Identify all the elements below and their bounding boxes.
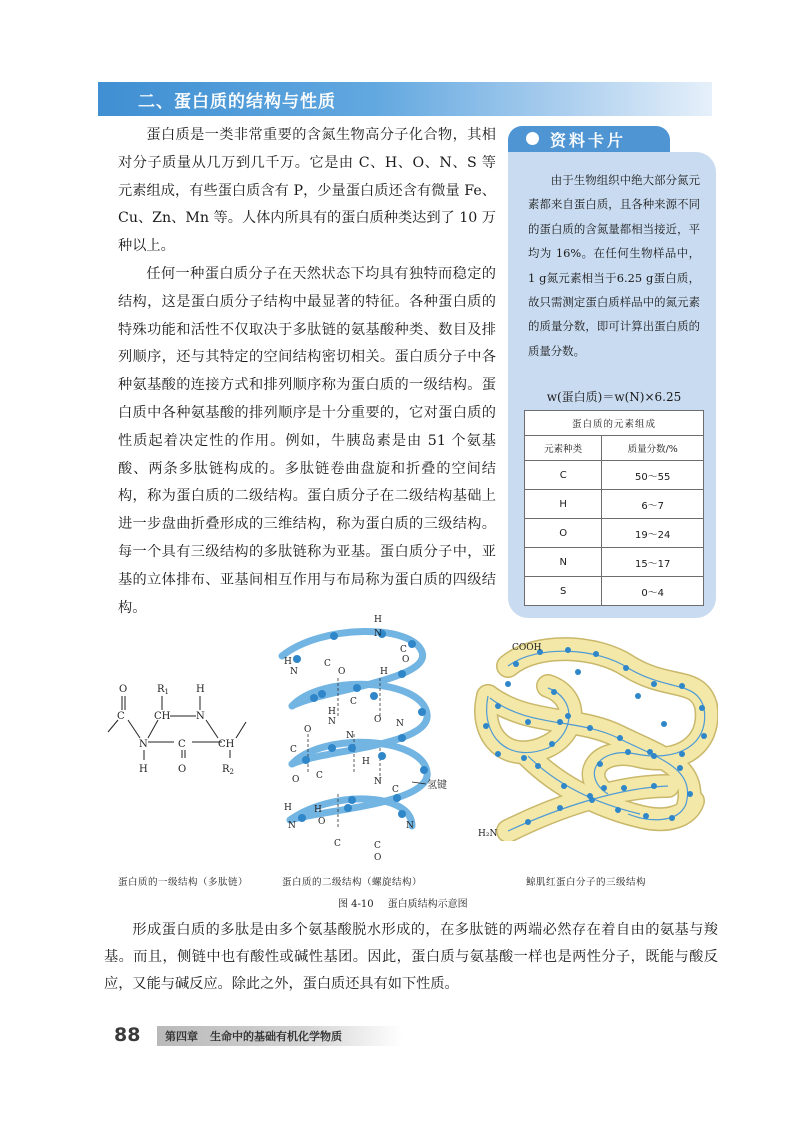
table-cell-value: 0～4 (602, 577, 704, 606)
info-card-text (528, 168, 700, 363)
table-cell-value: 50～55 (602, 461, 704, 490)
atom-label: C (334, 839, 341, 849)
atom-label: C (324, 659, 331, 669)
atom-label: N (139, 739, 148, 750)
atom-label: C (178, 739, 186, 750)
body-paragraph-2: 任何一种蛋白质分子在天然状态下均具有独特而稳定的结构，这是蛋白质分子结构中最显著的特征。各种蛋白质的特殊功能和活性不仅取决于多肽链的氨基酸种类、数目及排列顺序，还与其特定的空间结构密切相关。蛋白质分子中各种氨基酸的连接方式和排列顺序称为蛋白质的一级结构。蛋白质中各种氨基酸的排列顺序是十分重要的，它对蛋白质的性质起着决定性的作用。例如，牛胰岛素是由 51 个氨基酸、两条多肽链构成的。多肽链卷曲盘旋和折叠的空间结构，称为蛋白质的二级结构。蛋白质分子在二级结构基础上进一步盘曲折叠形成的三维结构，称为蛋白质的三级结构。每一个具有三级结构的多肽链称为亚基。蛋白质分子中，亚基的立体排布、亚基间相互作用与布局称为蛋白质的四级结构。 (118, 265, 496, 616)
atom-label: N (290, 667, 298, 677)
atom-label: CH (218, 739, 235, 750)
atom-label: H (139, 764, 148, 775)
table-cell-element: C (525, 461, 602, 490)
tertiary-structure-caption: 鲸肌红蛋白分子的三级结构 (526, 877, 647, 888)
primary-structure-diagram (102, 672, 252, 782)
atom-label: N (374, 777, 382, 787)
table-row (525, 490, 704, 519)
atom-label: O (304, 725, 312, 735)
element-composition-table (524, 410, 704, 606)
table-cell-element: S (525, 577, 602, 606)
atom-label: C (400, 645, 407, 655)
table-header-element: 元素种类 (525, 436, 602, 461)
body-paragraph-1: 蛋白质是一类非常重要的含氮生物高分子化合物，其相对分子质量从几万到几千万。它是由 C、H、O、N、S 等元素组成，有些蛋白质含有 P，少量蛋白质还含有微量 Fe、Cu、Zn、Mn 等。人体内所具有的蛋白质种类达到了 10 万种以上。 (118, 127, 496, 255)
bottom-paragraph: 形成蛋白质的多肽是由多个氨基酸脱水形成的，在多肽链的两端必然存在着自由的氨基与羧基。而且，侧链中也有酸性或碱性基团。因此，蛋白质与氨基酸一样也是两性分子，既能与酸反应，又能与碱反应。除此之外，蛋白质还具有如下性质。 (104, 922, 718, 992)
body-text (118, 122, 496, 622)
figure-number: 图 4-10 (338, 899, 374, 910)
cooh-label: COOH (512, 643, 542, 653)
atom-label: N (288, 821, 296, 831)
atom-label: N (196, 711, 205, 722)
table-row (525, 577, 704, 606)
atom-label: H (314, 805, 322, 815)
atom-label: H (284, 803, 292, 813)
info-card-paragraph: 由于生物组织中绝大部分氮元素都来自蛋白质，且各种来源不同的蛋白质的含氮量都相当接近，平均为 16%。在任何生物样品中，1 g氮元素相当于6.25 g蛋白质，故只需测定蛋白质样品中的氮元素的质量分数，即可计算出蛋白质的质量分数。 (528, 173, 700, 358)
table-cell-element: N (525, 548, 602, 577)
tertiary-structure-diagram (468, 636, 718, 841)
table-row (525, 548, 704, 577)
page-number: 88 (114, 1024, 141, 1046)
table-header-mass-fraction: 质量分数/% (602, 436, 704, 461)
atom-label: H (380, 667, 388, 677)
table-cell-value: 15～17 (602, 548, 704, 577)
atom-label: O (338, 667, 346, 677)
table-caption: 蛋白质的元素组成 (525, 411, 704, 436)
atom-label: O (318, 817, 326, 827)
footer-bar (157, 1026, 403, 1046)
atom-label: H (196, 684, 205, 695)
atom-label: C (374, 841, 381, 851)
section-title: 二、蛋白质的结构与性质 (138, 92, 336, 112)
atom-label: C (392, 785, 399, 795)
atom-label: C (290, 745, 297, 755)
atom-label: C (350, 697, 357, 707)
table-cell-value: 6～7 (602, 490, 704, 519)
atom-label: H (362, 757, 370, 767)
table-row (525, 519, 704, 548)
atom-label: O (292, 775, 300, 785)
secondary-structure-diagram (262, 614, 462, 864)
info-card-tab (508, 126, 670, 152)
bullet-icon (526, 132, 539, 145)
secondary-structure-caption: 蛋白质的二级结构（螺旋结构） (282, 877, 423, 888)
atom-label: O (178, 764, 187, 775)
table-row (525, 461, 704, 490)
h-bond-label: 氢键 (427, 780, 447, 791)
atom-label: O (374, 715, 382, 725)
table-cell-value: 19～24 (602, 519, 704, 548)
atom-label: O (402, 655, 410, 665)
atom-label: H (374, 615, 382, 625)
table-cell-element: H (525, 490, 602, 519)
atom-label: H (328, 707, 336, 717)
atom-label: H (284, 657, 292, 667)
atom-label: N (374, 629, 382, 639)
atom-label: N (406, 821, 414, 831)
atom-label: CH (154, 711, 171, 722)
h2n-label: H₂N (478, 829, 498, 839)
section-header-bar (98, 82, 712, 116)
info-card-title: 资料卡片 (550, 131, 627, 150)
atom-label: $R_2$ (222, 764, 234, 776)
atom-label: N (396, 719, 404, 729)
atom-label: O (119, 684, 128, 695)
atom-label: O (374, 853, 382, 863)
chapter-label: 第四章 (165, 1030, 198, 1043)
info-card (508, 152, 716, 618)
primary-structure-caption: 蛋白质的一级结构（多肽链） (118, 877, 249, 888)
footer-chapter (165, 1028, 342, 1044)
info-card-formula: w(蛋白质)＝w(N)×6.25 (546, 390, 682, 404)
atom-label: $R_1$ (157, 684, 169, 696)
atom-label: N (328, 717, 336, 727)
chapter-title: 生命中的基础有机化学物质 (210, 1030, 342, 1043)
figure-title: 蛋白质结构示意图 (387, 899, 468, 910)
atom-label: N (346, 731, 354, 741)
atom-label: C (117, 711, 125, 722)
atom-label: C (316, 771, 323, 781)
figure-caption (338, 895, 482, 910)
bottom-text (104, 917, 718, 998)
table-cell-element: O (525, 519, 602, 548)
